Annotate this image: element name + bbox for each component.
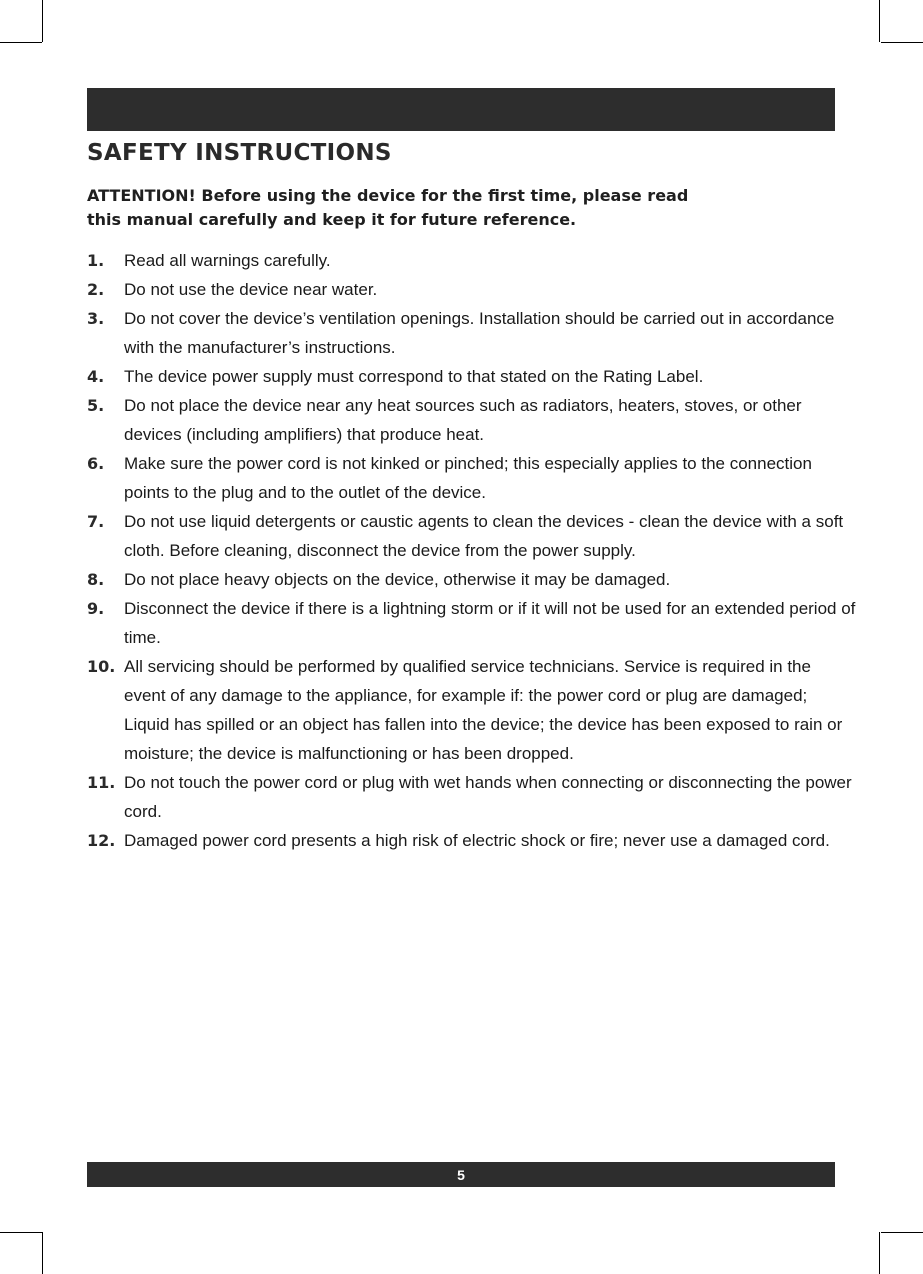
item-number: 5. xyxy=(87,396,105,415)
item-text: Do not use the device near water. xyxy=(124,280,378,299)
list-item xyxy=(87,826,857,855)
item-number: 2. xyxy=(87,280,105,299)
item-text: Do not place the device near any heat sources such as radiators, heaters, stoves, or other devices (including amplifiers) that produce heat. xyxy=(124,396,802,444)
item-text: The device power supply must correspond to that stated on the Rating Label. xyxy=(124,367,704,386)
item-text: All servicing should be performed by qualified service technicians. Service is required in the event of any damage to the appliance, for example if: the power cord or plug are damaged; Liquid has spilled or an object has fallen into the device; the device has been exposed to rain or moisture; the device is malfunctioning or has been dropped. xyxy=(124,657,843,763)
item-number: 7. xyxy=(87,512,105,531)
list-item xyxy=(87,565,857,594)
list-item xyxy=(87,391,857,449)
item-number: 8. xyxy=(87,570,105,589)
attention-line-1: ATTENTION! Before using the device for the first time, please read xyxy=(87,186,689,205)
item-number: 12. xyxy=(87,831,116,850)
list-item xyxy=(87,507,857,565)
item-number: 1. xyxy=(87,251,105,270)
page-title: SAFETY INSTRUCTIONS xyxy=(87,140,392,166)
item-number: 4. xyxy=(87,367,105,386)
footer-bar xyxy=(87,1162,835,1187)
item-text: Make sure the power cord is not kinked or pinched; this especially applies to the connection points to the plug and to the outlet of the device. xyxy=(124,454,812,502)
item-text: Read all warnings carefully. xyxy=(124,251,331,270)
list-item xyxy=(87,304,857,362)
crop-mark xyxy=(42,0,43,42)
item-text: Disconnect the device if there is a lightning storm or if it will not be used for an extended period of time. xyxy=(124,599,856,647)
item-number: 9. xyxy=(87,599,105,618)
list-item xyxy=(87,594,857,652)
list-item xyxy=(87,362,857,391)
attention-line-2: this manual carefully and keep it for future reference. xyxy=(87,210,577,229)
crop-mark xyxy=(0,42,42,43)
item-text: Do not cover the device’s ventilation openings. Installation should be carried out in accordance with the manufacturer’s instructions. xyxy=(124,309,835,357)
item-text: Do not touch the power cord or plug with wet hands when connecting or disconnecting the power cord. xyxy=(124,773,852,821)
list-item xyxy=(87,768,857,826)
list-item xyxy=(87,652,857,768)
crop-mark xyxy=(0,1232,42,1233)
item-number: 10. xyxy=(87,657,116,676)
crop-mark xyxy=(881,42,923,43)
item-number: 3. xyxy=(87,309,105,328)
instruction-list xyxy=(87,246,857,855)
page-number: 5 xyxy=(457,1166,465,1183)
item-number: 6. xyxy=(87,454,105,473)
item-text: Do not place heavy objects on the device, otherwise it may be damaged. xyxy=(124,570,671,589)
list-item xyxy=(87,275,857,304)
crop-mark xyxy=(881,1232,923,1233)
crop-mark xyxy=(42,1232,43,1274)
attention-notice xyxy=(87,184,827,232)
item-text: Do not use liquid detergents or caustic agents to clean the devices - clean the device with a soft cloth. Before cleaning, disconnect the device from the power supply. xyxy=(124,512,844,560)
item-number: 11. xyxy=(87,773,116,792)
list-item xyxy=(87,449,857,507)
crop-mark xyxy=(879,1232,880,1274)
crop-mark xyxy=(879,0,880,42)
item-text: Damaged power cord presents a high risk of electric shock or fire; never use a damaged cord. xyxy=(124,831,830,850)
header-bar xyxy=(87,88,835,131)
list-item xyxy=(87,246,857,275)
